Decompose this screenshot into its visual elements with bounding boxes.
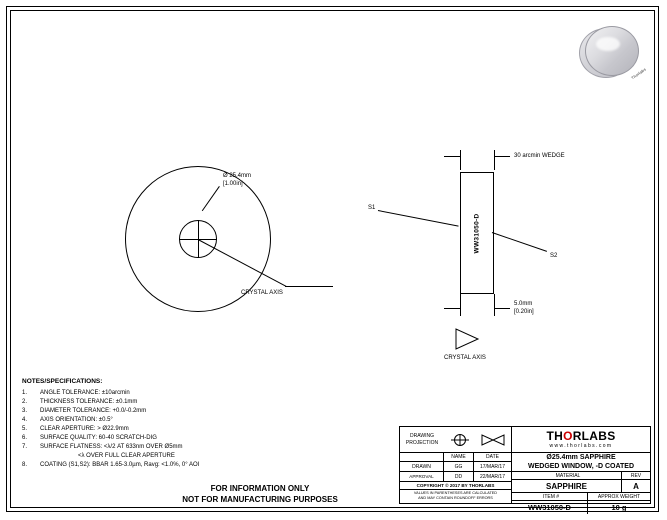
copyright-line: COPYRIGHT © 2017 BY THORLABS: [400, 482, 511, 490]
note-item: 7. SURFACE FLATNESS: <λ/2 AT 633nm OVER Ø5mm: [22, 444, 183, 450]
note-subline: <λ OVER FULL CLEAR APERTURE: [78, 453, 175, 459]
approval-name: DD: [444, 472, 474, 481]
diameter-dimension: Ø 25.4mm [1.00in]: [223, 173, 252, 188]
item-header-row: [512, 493, 650, 501]
wedge-dim-arrow-left: [444, 156, 460, 157]
note-item: 8. COATING (S1,S2): BBAR 1.65-3.0µm, Ravg: <1.0%, 0° AOI: [22, 462, 200, 468]
weight-value: 10 g: [611, 503, 627, 512]
projection-label: DRAWING PROJECTION: [405, 433, 439, 446]
title-block-right: [512, 427, 650, 512]
product-photo: [579, 22, 647, 81]
crystal-axis-symbol-label: CRYSTAL AXIS: [444, 355, 486, 361]
col-date: DATE: [486, 454, 499, 460]
note-item: 5. CLEAR APERTURE: > Ø22.9mm: [22, 426, 129, 432]
wedge-ext-right: [494, 150, 495, 170]
material-value-row: [512, 480, 650, 493]
approval-label: APPROVAL: [400, 472, 444, 481]
rev-label: REV: [630, 472, 642, 479]
notes-block: [22, 378, 352, 470]
note-item: 3. DIAMETER TOLERANCE: +0.0/-0.2mm: [22, 408, 147, 414]
brand-name: THORLABS: [546, 429, 616, 443]
footer-line-2: NOT FOR MANUFACTURING PURPOSES: [182, 494, 338, 504]
photo-tag: Thorlabs: [629, 66, 647, 81]
approval-date: 22/MAR/17: [479, 473, 505, 480]
weight-label: APPROX WEIGHT: [597, 493, 641, 500]
front-view: [95, 150, 325, 330]
material-value: SAPPHIRE: [512, 480, 622, 492]
drawn-name: GG: [444, 462, 474, 471]
material-label: MATERIAL: [512, 472, 622, 479]
first-angle-circle-icon: [449, 433, 471, 447]
item-value: WW31050-D: [512, 501, 588, 514]
footer-disclaimer: [120, 484, 400, 506]
description-row: [512, 453, 650, 472]
crystal-axis-label: CRYSTAL AXIS: [241, 290, 283, 296]
rev-value: A: [633, 481, 639, 491]
note-item: 2. THICKNESS TOLERANCE: ±0.1mm: [22, 399, 138, 405]
brand-logo: [512, 427, 650, 453]
approval-row: [400, 472, 511, 482]
title-block: [399, 426, 651, 512]
part-number-vertical: WW31050-D: [473, 213, 481, 253]
thickness-dimension: 5.0mm [0.20in]: [514, 301, 534, 316]
note-item: 4. AXIS ORIENTATION: ±0.5°: [22, 417, 113, 423]
wedge-dim-arrow-right: [494, 156, 510, 157]
projection-cone-icon: [480, 433, 506, 447]
drawn-row: [400, 462, 511, 472]
photo-gloss: [596, 37, 620, 51]
thickness-ext-left: [460, 294, 461, 316]
wedge-label: 30 arcmin WEDGE: [514, 153, 565, 159]
projection-symbol: [444, 433, 511, 447]
crystal-axis-symbol: [452, 326, 502, 352]
wedge-ext-left: [460, 150, 461, 170]
item-value-row: [512, 501, 650, 514]
item-label: ITEM #: [512, 493, 588, 500]
description: Ø25.4mm SAPPHIRE WEDGED WINDOW, -D COATED: [527, 453, 635, 470]
drawn-date: 17/MAR/17: [479, 463, 505, 470]
crystal-axis-leader-horizontal: [285, 286, 333, 287]
title-block-header-row: [400, 453, 511, 462]
notes-title: NOTES/SPECIFICATIONS:: [22, 378, 103, 385]
thickness-ext-right: [494, 294, 495, 316]
material-header-row: [512, 472, 650, 480]
s2-label: S2: [550, 253, 558, 259]
footer-line-1: FOR INFORMATION ONLY: [210, 484, 310, 493]
thickness-arrow-right: [494, 308, 510, 309]
thickness-arrow-left: [444, 308, 460, 309]
brand-url: www.thorlabs.com: [549, 443, 613, 449]
roundoff-disclaimer: VALUES IN PARENTHESES ARE CALCULATED AND MAY CONTAIN ROUNDOFF ERRORS: [413, 491, 498, 500]
note-item: 1. ANGLE TOLERANCE: ±10arcmin: [22, 390, 130, 396]
projection-row: [400, 427, 511, 453]
title-block-left: [400, 427, 512, 503]
drawn-label: DRAWN: [400, 462, 444, 471]
photo-disc-face: [585, 26, 639, 76]
s1-label: S1: [368, 205, 376, 211]
side-view: [368, 140, 630, 370]
s2-leader-line: [492, 232, 547, 252]
note-item: 6. SURFACE QUALITY: 60-40 SCRATCH-DIG: [22, 435, 157, 441]
col-name: NAME: [444, 453, 474, 461]
